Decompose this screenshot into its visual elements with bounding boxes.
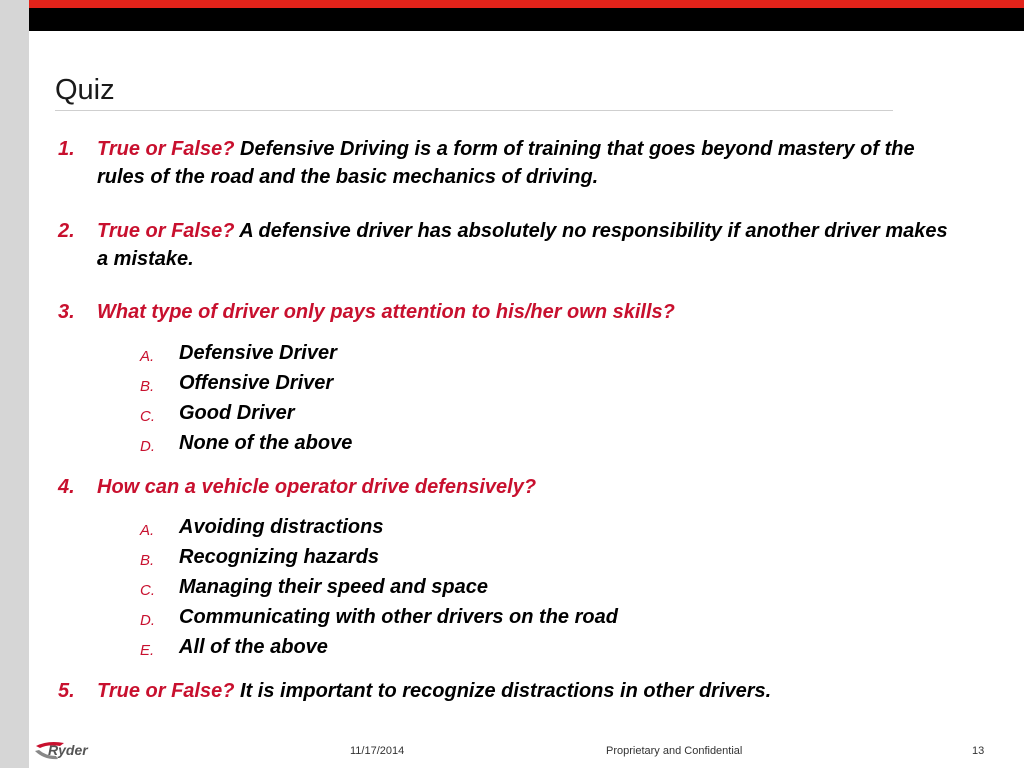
question-number: 5. [58,680,75,702]
option-letter: A. [140,348,155,365]
option-3a [140,339,337,367]
question-text [97,677,955,705]
option-letter: C. [140,582,155,599]
option-letter: B. [140,378,155,395]
option-letter: D. [140,612,155,629]
option-text: Communicating with other drivers on the road [179,606,618,628]
option-letter: D. [140,438,155,455]
question-5 [55,677,955,705]
option-4a [140,513,383,541]
option-text: Avoiding distractions [179,516,384,538]
option-text: Offensive Driver [179,372,334,394]
option-4c [140,573,488,601]
question-1 [55,135,955,191]
question-2 [55,217,955,273]
option-letter: C. [140,408,155,425]
question-lead: True or False? [97,138,235,160]
question-number: 4. [58,476,75,498]
top-red-stripe [29,0,1024,8]
option-letter: B. [140,552,155,569]
question-text: How can a vehicle operator drive defensively? [97,476,537,498]
question-4 [55,473,955,501]
question-lead: True or False? [97,680,235,702]
option-text: All of the above [179,636,328,658]
footer-confidential: Proprietary and Confidential [606,745,743,757]
option-letter: E. [140,642,155,659]
question-number: 3. [58,301,75,323]
option-text: Managing their speed and space [179,576,488,598]
option-3d [140,429,352,457]
page-number: 13 [972,745,985,757]
question-body: A defensive driver has absolutely no responsibility if another driver makes a mistake. [97,220,948,270]
question-text [97,135,955,191]
question-number: 1. [58,138,75,160]
option-4b [140,543,379,571]
title-divider [55,110,893,111]
ryder-logo [34,738,114,764]
option-4e [140,633,328,661]
question-text [97,217,955,273]
logo-text: Ryder [48,742,88,758]
option-3b [140,369,333,397]
option-4d [140,603,618,631]
question-body: Defensive Driving is a form of training that goes beyond mastery of the rules of the road and the basic mechanics of driving. [97,138,915,188]
option-text: Good Driver [179,402,295,424]
option-letter: A. [140,522,155,539]
question-body: It is important to recognize distractions in other drivers. [234,680,772,702]
option-3c [140,399,295,427]
question-number: 2. [58,220,75,242]
question-3 [55,298,955,326]
question-text: What type of driver only pays attention to his/her own skills? [97,301,675,323]
option-text: Recognizing hazards [179,546,380,568]
option-text: None of the above [179,432,353,454]
question-lead: True or False? [97,220,235,242]
slide-title: Quiz [55,74,115,106]
option-text: Defensive Driver [179,342,337,364]
footer-date: 11/17/2014 [350,745,405,757]
left-side-bar [0,0,29,768]
